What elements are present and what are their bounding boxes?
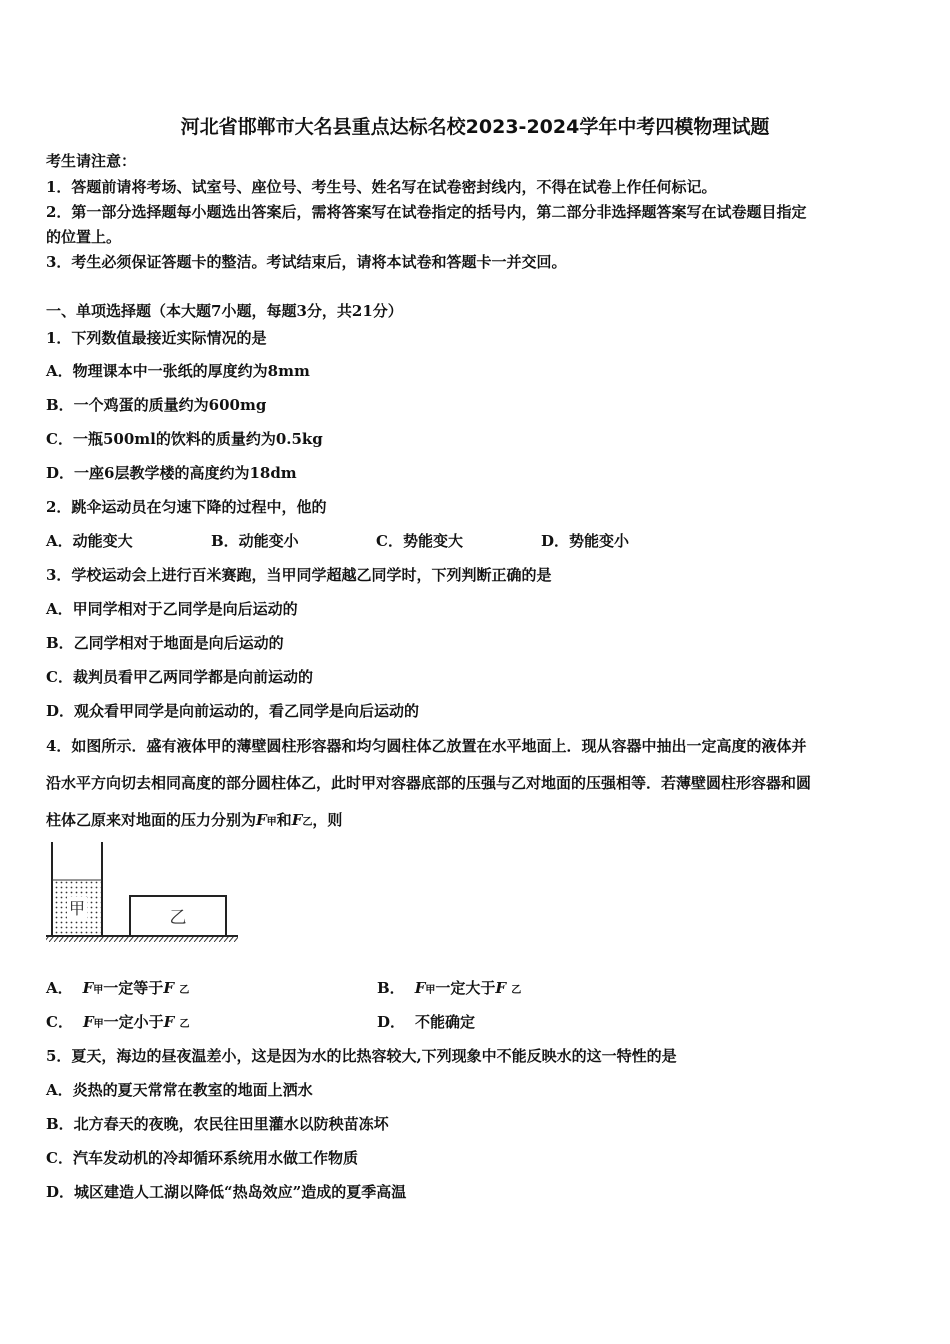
notice-item: 1．答题前请将考场、试室号、座位号、考生号、姓名写在试卷密封线内，不得在试卷上作任何标记。 [46, 178, 717, 196]
q5-option-d: D．城区建造人工湖以降低“热岛效应”造成的夏季高温 [46, 1183, 407, 1201]
q5-option-c: C．汽车发动机的冷却循环系统用水做工作物质 [46, 1149, 358, 1167]
q1-option-a: A．物理课本中一张纸的厚度约为8mm [46, 362, 310, 380]
q5-stem: 5．夏天，海边的昼夜温差小，这是因为水的比热容较大,下列现象中不能反映水的这一特性的是 [46, 1047, 677, 1065]
q1-option-c: C．一瓶500ml的饮料的质量约为0.5kg [46, 430, 323, 448]
page-title: 河北省邯郸市大名县重点达标名校2023-2024学年中考四模物理试题 [180, 116, 770, 138]
notice-item: 的位置上。 [46, 228, 122, 246]
q3-stem: 3．学校运动会上进行百米赛跑，当甲同学超越乙同学时，下列判断正确的是 [46, 566, 552, 584]
q3-option-d: D．观众看甲同学是向前运动的，看乙同学是向后运动的 [46, 702, 420, 720]
q4-stem-line2: 沿水平方向切去相同高度的部分圆柱体乙，此时甲对容器底部的压强与乙对地面的压强相等．若薄壁圆柱形容器和圆 [46, 774, 812, 792]
q5-option-b: B．北方春天的夜晚，农民往田里灌水以防秧苗冻坏 [46, 1115, 389, 1133]
q5-option-a: A．炎热的夏天常常在教室的地面上洒水 [46, 1081, 313, 1099]
q1-stem: 1．下列数值最接近实际情况的是 [46, 329, 267, 347]
jia-label: 甲 [68, 899, 86, 918]
q1-option-b: B．一个鸡蛋的质量约为600mg [46, 396, 267, 414]
q1-option-d: D．一座6层教学楼的高度约为18dm [46, 464, 297, 482]
q2-option-d: D．势能变小 [541, 532, 630, 550]
section-heading: 一、单项选择题（本大题7小题，每题3分，共21分） [46, 302, 403, 320]
notice-heading: 考生请注意： [46, 152, 137, 170]
q3-option-c: C．裁判员看甲乙两同学都是向前运动的 [46, 668, 313, 686]
q4-option-c: C． F甲一定小于F 乙 [46, 1013, 190, 1031]
q4-option-d: D． 不能确定 [377, 1013, 476, 1031]
q2-option-b: B．动能变小 [211, 532, 299, 550]
q4-option-b: B． F甲一定大于F 乙 [377, 979, 522, 997]
q4-stem-line3: 柱体乙原来对地面的压力分别为F甲和F乙，则 [46, 811, 343, 829]
q4-option-a: A． F甲一定等于F 乙 [46, 979, 190, 997]
q2-option-a: A．动能变大 [46, 532, 133, 550]
q2-option-c: C．势能变大 [376, 532, 463, 550]
q2-stem: 2．跳伞运动员在匀速下降的过程中，他的 [46, 498, 327, 516]
yi-label: 乙 [169, 908, 187, 928]
q3-option-b: B．乙同学相对于地面是向后运动的 [46, 634, 284, 652]
notice-item: 3．考生必须保证答题卡的整洁。考试结束后，请将本试卷和答题卡一并交回。 [46, 253, 567, 271]
q4-figure [44, 840, 240, 948]
q4-stem-line1: 4．如图所示．盛有液体甲的薄壁圆柱形容器和均匀圆柱体乙放置在水平地面上．现从容器中抽出一定高度的液体并 [46, 737, 807, 755]
q3-option-a: A．甲同学相对于乙同学是向后运动的 [46, 600, 298, 618]
notice-item: 2．第一部分选择题每小题选出答案后，需将答案写在试卷指定的括号内，第二部分非选择题答案写在试卷题目指定 [46, 203, 807, 221]
